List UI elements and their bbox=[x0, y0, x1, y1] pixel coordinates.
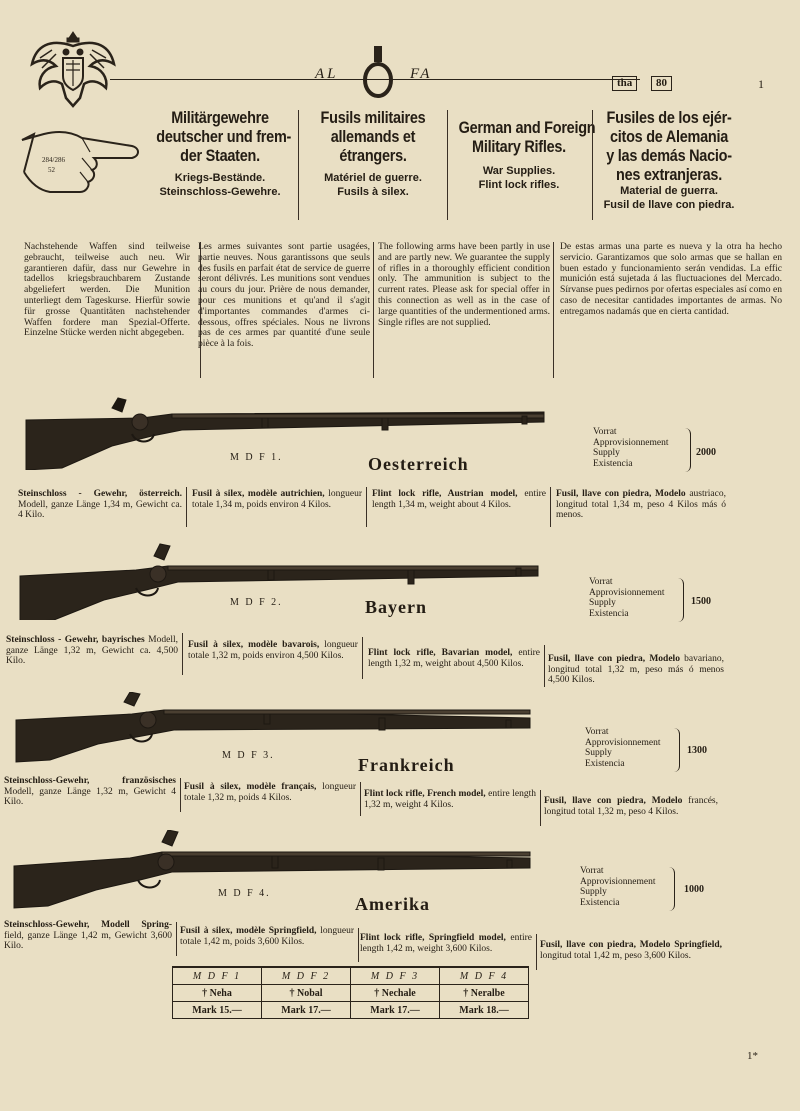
desc-divider bbox=[362, 637, 363, 679]
stock-label: Existencia bbox=[593, 458, 633, 469]
country-title: Frankreich bbox=[358, 755, 455, 775]
desc-german: Steinschloss - Gewehr, bayrisches Modell, ganze Länge 1,32 m, Gewicht ca. 4,500 Kilo. bbox=[6, 635, 178, 666]
heading-title-line: der Staaten. bbox=[180, 146, 260, 165]
stock-quantity: 1000 bbox=[684, 884, 704, 895]
stock-labels bbox=[580, 866, 655, 908]
desc-german: Steinschloss-Gewehr, französisches Modell, ganze Länge 1,32 m, Gewicht 4 Kilo. bbox=[4, 776, 176, 807]
stock-brace bbox=[684, 428, 691, 472]
table-cell-code: † Neralbe bbox=[440, 985, 529, 1002]
stock-label: Existencia bbox=[585, 758, 625, 769]
hand-label-2: 52 bbox=[48, 166, 55, 174]
heading-title-line: Fusils militaires bbox=[320, 108, 426, 127]
desc-french: Fusil à silex, modèle français, longueur totale 1,32 m, poids 4 Kilos. bbox=[184, 782, 356, 803]
table-cell-price: Mark 17.— bbox=[262, 1002, 351, 1019]
stock-label: Approvisionnement bbox=[593, 437, 669, 448]
hand-label-1: 284/286 bbox=[42, 156, 65, 164]
heading-sub-line: Steinschloss-Gewehre. bbox=[159, 186, 281, 198]
masthead-left: AL bbox=[315, 66, 339, 82]
stock-labels bbox=[589, 577, 664, 619]
heading-sub-line: Flint lock rifles. bbox=[478, 179, 560, 191]
heading-title-line: étrangers. bbox=[339, 146, 407, 165]
heading-sub-line: Material de guerra. bbox=[620, 185, 718, 197]
stock-label: Vorrat bbox=[580, 866, 604, 876]
intro-english: The following arms have been partly in use and are partly new. We guarantee the supply of rifles in a thoroughly efficient condition only. The ammunition is subject to the current rates. Please ask for special offer in this connection as well as in the case of large quantities of the undermentioned arms. Single rifles are not supplied. bbox=[378, 241, 550, 328]
stock-label: Approvisionnement bbox=[585, 737, 661, 748]
desc-english: Flint lock rifle, Springfield model, entire length 1,42 m, weight 3,600 Kilos. bbox=[360, 933, 532, 954]
desc-french: Fusil à silex, modèle bavarois, longueur totale 1,32 m, poids environ 4,500 Kilos. bbox=[188, 640, 358, 661]
heading-title-line: German and Foreign bbox=[458, 118, 596, 137]
desc-spanish: Fusil, llave con piedra, Modelo bavariano, longitud total 1,32 m, peso más ó menos 4,500 Kilos. bbox=[548, 654, 725, 685]
stock-label: Vorrat bbox=[589, 577, 613, 587]
heading-sub-line: Kriegs-Bestände. bbox=[174, 172, 266, 184]
table-cell-price: Mark 17.— bbox=[351, 1002, 440, 1019]
desc-french: Fusil à silex, modèle Springfield, longueur totale 1,42 m, poids 3,600 Kilos. bbox=[180, 926, 354, 947]
heading-title-line: deutscher und frem- bbox=[156, 127, 292, 146]
table-header-cell: M D F 4 bbox=[440, 967, 529, 985]
stock-brace bbox=[677, 578, 684, 622]
heading-sub-line: Fusil de llave con piedra. bbox=[603, 199, 735, 211]
footer-mark: 1* bbox=[747, 1050, 758, 1062]
stock-quantity: 1500 bbox=[691, 596, 711, 607]
heading-title-line: Fusiles de los ejér- bbox=[606, 108, 732, 127]
stock-quantity: 2000 bbox=[696, 447, 716, 458]
table-cell-code: † Nobal bbox=[262, 985, 351, 1002]
stock-labels bbox=[593, 427, 668, 469]
desc-english: Flint lock rifle, French model, entire length 1,32 m, weight 4 Kilos. bbox=[364, 789, 537, 810]
country-title: Amerika bbox=[355, 894, 430, 914]
desc-divider bbox=[186, 487, 187, 527]
desc-divider bbox=[366, 487, 367, 527]
country-title: Oesterreich bbox=[368, 454, 469, 474]
stock-label: Existencia bbox=[589, 608, 629, 619]
table-cell-price: Mark 15.— bbox=[173, 1002, 262, 1019]
stock-label: Approvisionnement bbox=[580, 876, 656, 887]
model-label: M D F 1. bbox=[230, 452, 283, 463]
masthead-box-1: tha bbox=[612, 76, 637, 91]
table-row bbox=[173, 1002, 529, 1019]
heading-sub-line: Matériel de guerre. bbox=[324, 172, 422, 184]
desc-divider bbox=[180, 778, 181, 812]
stock-labels bbox=[585, 727, 660, 769]
desc-french: Fusil à silex, modèle autrichien, longueur totale 1,34 m, poids environ 4 Kilos. bbox=[192, 489, 362, 510]
stock-label: Approvisionnement bbox=[589, 587, 665, 598]
heading-title-line: allemands et bbox=[330, 127, 416, 146]
heading-french bbox=[300, 108, 446, 199]
table-header-cell: M D F 1 bbox=[173, 967, 262, 985]
desc-divider bbox=[182, 633, 183, 675]
heading-divider bbox=[298, 110, 299, 220]
stock-brace bbox=[673, 728, 680, 772]
stock-label: Supply bbox=[593, 448, 620, 458]
heading-title-line: citos de Alemania bbox=[609, 127, 728, 146]
stock-label: Supply bbox=[589, 598, 616, 608]
desc-spanish: Fusil, llave con piedra, Modelo austriaco, longitud total 1,34 m, peso 4 Kilos más ó menos. bbox=[556, 489, 726, 520]
heading-spanish bbox=[594, 108, 744, 212]
stock-label: Existencia bbox=[580, 897, 620, 908]
page-number: 1 bbox=[758, 77, 764, 91]
desc-german: Steinschloss - Gewehr, österreich. Modell, ganze Länge 1,34 m, Gewicht ca. 4 Kilo. bbox=[18, 489, 182, 520]
stock-label: Supply bbox=[585, 748, 612, 758]
masthead-box-2: 80 bbox=[651, 76, 672, 91]
table-cell-price: Mark 18.— bbox=[440, 1002, 529, 1019]
stock-label: Vorrat bbox=[585, 727, 609, 737]
intro-spanish: De estas armas una parte es nueva y la otra ha hecho servicio. Garantizamos que solo armas que se hallan en buen estado y funcionamiento serán vendidas. La effic munición está sujetada á las fluctuaciones del Mercado. Sírvanse pues pedirnos por ofertas especiales así como en caso de necesitar cantidades importantes de armas. No entregamos nadamás que en cierta cantidad. bbox=[560, 241, 782, 317]
desc-divider bbox=[544, 645, 545, 687]
heading-title-line: y las demás Nacio- bbox=[606, 146, 732, 165]
rifle-illustration-icon bbox=[18, 540, 540, 620]
ring-emblem-icon bbox=[360, 44, 396, 102]
heading-english bbox=[448, 118, 596, 192]
heading-sub-line: Fusils à silex. bbox=[337, 186, 409, 198]
table-header-cell: M D F 3 bbox=[351, 967, 440, 985]
desc-divider bbox=[358, 928, 359, 962]
table-cell-code: † Nechale bbox=[351, 985, 440, 1002]
desc-divider bbox=[550, 487, 551, 527]
stock-label: Supply bbox=[580, 887, 607, 897]
pointing-hand-icon bbox=[20, 128, 142, 200]
model-label: M D F 4. bbox=[218, 888, 271, 899]
intro-divider bbox=[373, 242, 374, 378]
heading-german bbox=[145, 108, 295, 199]
intro-german: Nachstehende Waffen sind teilweise gebraucht, teilweise auch neu. Wir garantieren dafür, dass nur Gewehre in tadellos kriegsbrauchbarem Zustande abgeliefert werden. Die Munition unterliegt dem Tageskurse. Hierfür sowie für grosse Quantitäten nachstehender Waffen fordere man Spezial-Offerte. Einzelne Stücke werden nicht abgegeben. bbox=[24, 241, 190, 339]
country-title: Bayern bbox=[365, 597, 427, 617]
heading-title-line: Militärgewehre bbox=[171, 108, 269, 127]
stock-quantity: 1300 bbox=[687, 745, 707, 756]
desc-english: Flint lock rifle, Bavarian model, entire length 1,32 m, weight about 4,500 Kilos. bbox=[368, 648, 540, 669]
desc-spanish: Fusil, llave con piedra, Modelo Springfield, longitud total 1,42 m, peso 3,600 Kilos. bbox=[540, 940, 722, 961]
table-row bbox=[173, 985, 529, 1002]
desc-divider bbox=[360, 782, 361, 816]
double-eagle-crest-icon bbox=[30, 28, 116, 110]
rifle-illustration-icon bbox=[12, 830, 532, 910]
desc-english: Flint lock rifle, Austrian model, entire length 1,34 m, weight about 4 Kilos. bbox=[372, 489, 546, 510]
heading-sub-line: War Supplies. bbox=[482, 165, 556, 177]
model-label: M D F 2. bbox=[230, 597, 283, 608]
stock-brace bbox=[668, 867, 675, 911]
intro-divider bbox=[553, 242, 554, 378]
heading-title-line: nes extranjeras. bbox=[616, 165, 722, 184]
table-row bbox=[173, 967, 529, 985]
intro-french: Les armes suivantes sont partie usagées, partie neuves. Nous garantissons que seuls des fusils en parfait état de service de guerre seront délivrés. Les munitions sont vendues au cours du jour. Prière de nous demander, pour ces munitions et qu'and il s'agit d'importantes commandes d'armes ci-dessous, offres spéciales. Nous ne livrons pas de ces armes par quantité d'une seule pièce à la fois. bbox=[198, 241, 370, 350]
desc-spanish: Fusil, llave con piedra, Modelo francés, longitud total 1,32 m, peso 4 Kilos. bbox=[544, 796, 718, 817]
heading-divider bbox=[592, 110, 593, 220]
desc-divider bbox=[540, 790, 541, 826]
desc-divider bbox=[176, 922, 177, 956]
model-label: M D F 3. bbox=[222, 750, 275, 761]
stock-label: Vorrat bbox=[593, 427, 617, 437]
desc-german: Steinschloss-Gewehr, Modell Spring-field, ganze Länge 1,42 m, Gewicht 3,600 Kilo. bbox=[4, 920, 172, 951]
masthead-right: FA bbox=[410, 66, 433, 82]
desc-divider bbox=[536, 934, 537, 970]
table-cell-code: † Neha bbox=[173, 985, 262, 1002]
heading-title-line: Military Rifles. bbox=[472, 137, 566, 156]
price-table bbox=[172, 966, 529, 1019]
table-header-cell: M D F 2 bbox=[262, 967, 351, 985]
